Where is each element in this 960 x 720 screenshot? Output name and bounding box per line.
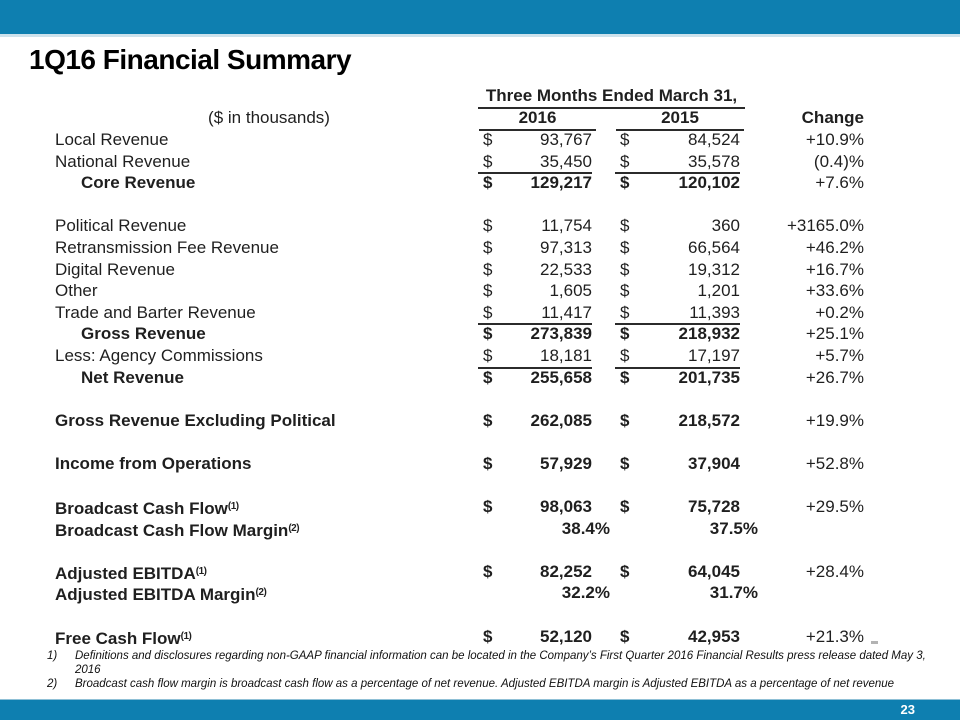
value-2016: 129,217 bbox=[530, 173, 592, 193]
table-row bbox=[55, 582, 864, 604]
period-header: Three Months Ended March 31, bbox=[478, 85, 745, 109]
currency-symbol: $ bbox=[620, 410, 630, 430]
value-group-2016 bbox=[483, 518, 610, 542]
column-gap bbox=[592, 367, 620, 389]
table-row bbox=[55, 129, 864, 151]
currency-symbol: $ bbox=[483, 173, 493, 193]
column-gap bbox=[592, 453, 620, 475]
table-row bbox=[55, 410, 864, 432]
table-row bbox=[55, 561, 864, 583]
column-header-2016: 2016 bbox=[479, 107, 596, 131]
currency-symbol: $ bbox=[620, 281, 630, 301]
stray-mark bbox=[871, 641, 878, 644]
value-group-2015 bbox=[620, 172, 740, 194]
row-label-text: Retransmission Fee Revenue bbox=[55, 237, 279, 257]
value-group-2015 bbox=[620, 215, 740, 237]
value-2016: 22,533 bbox=[540, 259, 592, 279]
value-group-2016 bbox=[483, 453, 592, 475]
change-value: +3165.0% bbox=[786, 216, 864, 236]
page-number: 23 bbox=[900, 702, 915, 717]
footnote-text: Definitions and disclosures regarding non-GAAP financial information can be located in the Company’s First Quarter 2016 Financial Results press release dated May 3, 2016 bbox=[75, 650, 926, 676]
value-group-2015 bbox=[620, 626, 740, 650]
value-group-2015 bbox=[620, 518, 758, 542]
value-2015: 360 bbox=[711, 216, 740, 236]
change-value: +28.4% bbox=[805, 561, 864, 581]
value-group-2015 bbox=[615, 302, 740, 326]
currency-symbol: $ bbox=[620, 216, 630, 236]
value-group-2015 bbox=[620, 582, 758, 606]
table-row bbox=[55, 323, 864, 345]
value-2015: 64,045 bbox=[688, 561, 740, 581]
currency-symbol: $ bbox=[620, 237, 630, 257]
row-label bbox=[55, 496, 483, 520]
currency-symbol: $ bbox=[483, 367, 493, 387]
footnote-number: 2) bbox=[47, 677, 58, 690]
footnote-1 bbox=[47, 650, 932, 678]
row-label-text: Adjusted EBITDA bbox=[55, 563, 196, 583]
row-label bbox=[55, 323, 483, 345]
value-group-2016 bbox=[483, 367, 592, 389]
row-label-text: Income from Operations bbox=[55, 453, 252, 473]
column-gap bbox=[592, 582, 620, 606]
value-group-2015 bbox=[620, 323, 740, 345]
value-2016: 11,754 bbox=[541, 216, 592, 236]
table-header-period-row bbox=[55, 85, 864, 107]
column-gap bbox=[592, 496, 620, 520]
column-gap bbox=[592, 259, 620, 281]
change-value: +33.6% bbox=[805, 281, 864, 301]
value-group-2015 bbox=[620, 496, 740, 520]
row-label-text: Free Cash Flow bbox=[55, 628, 181, 648]
currency-symbol: $ bbox=[620, 345, 630, 365]
value-2016: 38.4% bbox=[561, 518, 610, 538]
value-group-2015 bbox=[620, 410, 740, 432]
value-group-2016 bbox=[483, 582, 610, 606]
financial-table-rows bbox=[55, 129, 864, 647]
currency-symbol: $ bbox=[620, 130, 630, 149]
row-label-text: Trade and Barter Revenue bbox=[55, 302, 256, 322]
value-group-2016 bbox=[483, 259, 592, 281]
change-value bbox=[740, 518, 864, 542]
table-row bbox=[55, 237, 864, 259]
row-label bbox=[55, 345, 483, 369]
currency-symbol: $ bbox=[483, 345, 493, 365]
change-value: +0.2% bbox=[815, 302, 864, 322]
value-group-2015 bbox=[620, 367, 740, 389]
row-label bbox=[55, 151, 483, 175]
currency-symbol: $ bbox=[483, 237, 493, 257]
value-group-2016 bbox=[478, 345, 592, 369]
currency-symbol: $ bbox=[483, 324, 493, 344]
value-2016: 273,839 bbox=[530, 324, 592, 344]
change-value: +21.3% bbox=[805, 626, 864, 646]
currency-symbol: $ bbox=[620, 173, 630, 193]
footnote-text: Broadcast cash flow margin is broadcast cash flow as a percentage of net revenue. Adjusted EBITDA margin is Adjusted EBITDA as a percentage of net revenue bbox=[75, 677, 895, 690]
column-gap bbox=[592, 518, 620, 542]
change-value: +5.7% bbox=[815, 345, 864, 365]
value-2015: 66,564 bbox=[688, 237, 740, 257]
currency-symbol: $ bbox=[620, 324, 630, 344]
footnotes bbox=[47, 650, 932, 691]
currency-symbol: $ bbox=[620, 302, 630, 322]
change-value: +52.8% bbox=[805, 453, 864, 473]
column-gap bbox=[592, 215, 620, 237]
value-2015: 42,953 bbox=[688, 626, 740, 646]
value-group-2016 bbox=[483, 280, 592, 302]
currency-symbol: $ bbox=[483, 130, 493, 149]
column-gap bbox=[592, 237, 620, 259]
currency-symbol: $ bbox=[483, 259, 493, 279]
currency-symbol: $ bbox=[483, 497, 493, 517]
footnote-ref: (1) bbox=[180, 630, 192, 642]
row-label bbox=[55, 259, 483, 281]
footnote-ref: (2) bbox=[288, 522, 300, 534]
value-group-2016 bbox=[478, 302, 592, 326]
row-label-text: Digital Revenue bbox=[55, 259, 176, 279]
row-label-text: Political Revenue bbox=[55, 216, 187, 236]
row-label bbox=[55, 215, 483, 237]
row-label-text: Gross Revenue Excluding Political bbox=[55, 410, 336, 430]
value-2015: 31.7% bbox=[709, 583, 758, 603]
row-label bbox=[55, 367, 483, 389]
table-spacer-row bbox=[55, 431, 864, 453]
value-2015: 19,312 bbox=[688, 259, 740, 279]
value-2015: 120,102 bbox=[678, 173, 740, 193]
change-value bbox=[740, 582, 864, 606]
table-row bbox=[55, 215, 864, 237]
change-value: +25.1% bbox=[805, 324, 864, 344]
value-2015: 201,735 bbox=[678, 367, 740, 387]
row-label-text: Other bbox=[55, 281, 98, 301]
value-2016: 52,120 bbox=[540, 626, 592, 646]
value-2016: 93,767 bbox=[540, 130, 592, 149]
table-row bbox=[55, 453, 864, 475]
currency-symbol: $ bbox=[483, 302, 493, 322]
page-title: 1Q16 Financial Summary bbox=[29, 44, 352, 75]
row-label-text: Broadcast Cash Flow bbox=[55, 499, 228, 519]
value-2016: 57,929 bbox=[540, 453, 592, 473]
change-value: +10.9% bbox=[805, 130, 864, 149]
row-label-text: National Revenue bbox=[55, 151, 191, 171]
change-value: +16.7% bbox=[805, 259, 864, 279]
column-gap bbox=[592, 323, 620, 345]
currency-symbol: $ bbox=[620, 367, 630, 387]
column-gap bbox=[592, 129, 620, 151]
value-group-2016 bbox=[483, 215, 592, 237]
value-2015: 11,393 bbox=[689, 302, 740, 322]
column-header-2015: 2015 bbox=[616, 107, 744, 131]
row-label bbox=[55, 518, 483, 542]
header-accent-bar bbox=[0, 0, 960, 37]
footnote-ref: (2) bbox=[255, 587, 267, 599]
row-label-text: Gross Revenue bbox=[81, 324, 206, 344]
column-header-change: Change bbox=[801, 108, 864, 127]
change-value: +7.6% bbox=[815, 173, 864, 193]
row-label-text: Core Revenue bbox=[81, 173, 196, 193]
value-group-2015 bbox=[620, 280, 740, 302]
currency-symbol: $ bbox=[483, 216, 493, 236]
currency-symbol: $ bbox=[620, 151, 630, 171]
column-gap bbox=[592, 410, 620, 432]
currency-symbol: $ bbox=[483, 151, 493, 171]
value-group-2016 bbox=[483, 561, 592, 585]
column-gap bbox=[592, 561, 620, 585]
change-value: +26.7% bbox=[805, 367, 864, 387]
value-2016: 262,085 bbox=[530, 410, 592, 430]
currency-symbol: $ bbox=[483, 561, 493, 581]
currency-symbol: $ bbox=[620, 453, 630, 473]
value-group-2015 bbox=[615, 345, 740, 369]
row-label-text: Adjusted EBITDA Margin bbox=[55, 585, 256, 605]
value-group-2016 bbox=[483, 323, 592, 345]
value-group-2015 bbox=[620, 561, 740, 585]
value-group-2016 bbox=[483, 172, 592, 194]
value-2015: 75,728 bbox=[688, 497, 740, 517]
value-2016: 32.2% bbox=[561, 583, 610, 603]
table-row bbox=[55, 626, 864, 648]
value-2016: 82,252 bbox=[540, 561, 592, 581]
change-value: (0.4)% bbox=[813, 151, 864, 171]
column-gap bbox=[592, 172, 620, 194]
value-2015: 1,201 bbox=[697, 281, 740, 301]
value-group-2016 bbox=[483, 237, 592, 259]
row-label bbox=[55, 582, 483, 606]
value-2015: 37,904 bbox=[688, 453, 740, 473]
column-gap bbox=[592, 280, 620, 302]
table-row bbox=[55, 280, 864, 302]
row-label bbox=[55, 626, 483, 650]
value-2015: 37.5% bbox=[709, 518, 758, 538]
financial-summary-table bbox=[55, 85, 864, 647]
value-group-2016 bbox=[483, 129, 592, 151]
value-2016: 97,313 bbox=[540, 237, 592, 257]
row-label bbox=[55, 410, 483, 432]
row-label bbox=[55, 172, 483, 194]
table-row bbox=[55, 345, 864, 367]
table-row bbox=[55, 518, 864, 540]
currency-symbol: $ bbox=[620, 259, 630, 279]
table-row bbox=[55, 151, 864, 173]
row-label bbox=[55, 561, 483, 585]
table-header-years-row bbox=[55, 107, 864, 129]
value-group-2015 bbox=[620, 453, 740, 475]
footnote-number: 1) bbox=[47, 650, 58, 662]
value-2016: 255,658 bbox=[530, 367, 592, 387]
table-row bbox=[55, 302, 864, 324]
value-2015: 218,932 bbox=[678, 324, 740, 344]
row-label bbox=[55, 129, 483, 151]
row-label bbox=[55, 302, 483, 326]
value-group-2015 bbox=[615, 151, 740, 175]
table-spacer-row bbox=[55, 604, 864, 626]
table-row bbox=[55, 367, 864, 389]
footnote-ref: (1) bbox=[195, 565, 207, 577]
currency-symbol: $ bbox=[483, 626, 493, 646]
currency-symbol: $ bbox=[620, 626, 630, 646]
footer-bar bbox=[0, 699, 960, 720]
change-value: +46.2% bbox=[805, 237, 864, 257]
row-label bbox=[55, 453, 483, 475]
row-label-text: Broadcast Cash Flow Margin bbox=[55, 520, 289, 540]
change-value: +19.9% bbox=[805, 410, 864, 430]
value-group-2015 bbox=[620, 259, 740, 281]
value-2016: 11,417 bbox=[541, 302, 592, 322]
value-2015: 17,197 bbox=[688, 345, 740, 365]
units-label: ($ in thousands) bbox=[208, 108, 330, 127]
table-spacer-row bbox=[55, 194, 864, 216]
table-row bbox=[55, 496, 864, 518]
row-label bbox=[55, 237, 483, 259]
row-label-text: Local Revenue bbox=[55, 130, 169, 149]
footnote-2 bbox=[47, 678, 932, 692]
currency-symbol: $ bbox=[483, 453, 493, 473]
value-2015: 84,524 bbox=[688, 130, 740, 149]
value-2015: 35,578 bbox=[688, 151, 740, 171]
table-spacer-row bbox=[55, 475, 864, 497]
row-label bbox=[55, 280, 483, 302]
column-gap bbox=[592, 626, 620, 650]
value-group-2015 bbox=[620, 237, 740, 259]
row-label-text: Less: Agency Commissions bbox=[55, 345, 263, 365]
value-group-2016 bbox=[483, 496, 592, 520]
value-2016: 18,181 bbox=[540, 345, 592, 365]
value-2016: 98,063 bbox=[540, 497, 592, 517]
change-value: +29.5% bbox=[805, 497, 864, 517]
table-spacer-row bbox=[55, 388, 864, 410]
value-2015: 218,572 bbox=[678, 410, 740, 430]
currency-symbol: $ bbox=[620, 497, 630, 517]
value-group-2016 bbox=[483, 410, 592, 432]
table-spacer-row bbox=[55, 539, 864, 561]
row-label-text: Net Revenue bbox=[81, 367, 184, 387]
value-group-2016 bbox=[478, 151, 592, 175]
currency-symbol: $ bbox=[483, 281, 493, 301]
value-2016: 35,450 bbox=[540, 151, 592, 171]
footnote-ref: (1) bbox=[227, 501, 239, 513]
table-row bbox=[55, 172, 864, 194]
value-group-2016 bbox=[483, 626, 592, 650]
currency-symbol: $ bbox=[620, 561, 630, 581]
value-2016: 1,605 bbox=[549, 281, 592, 301]
value-group-2015 bbox=[620, 129, 740, 151]
table-row bbox=[55, 259, 864, 281]
currency-symbol: $ bbox=[483, 410, 493, 430]
